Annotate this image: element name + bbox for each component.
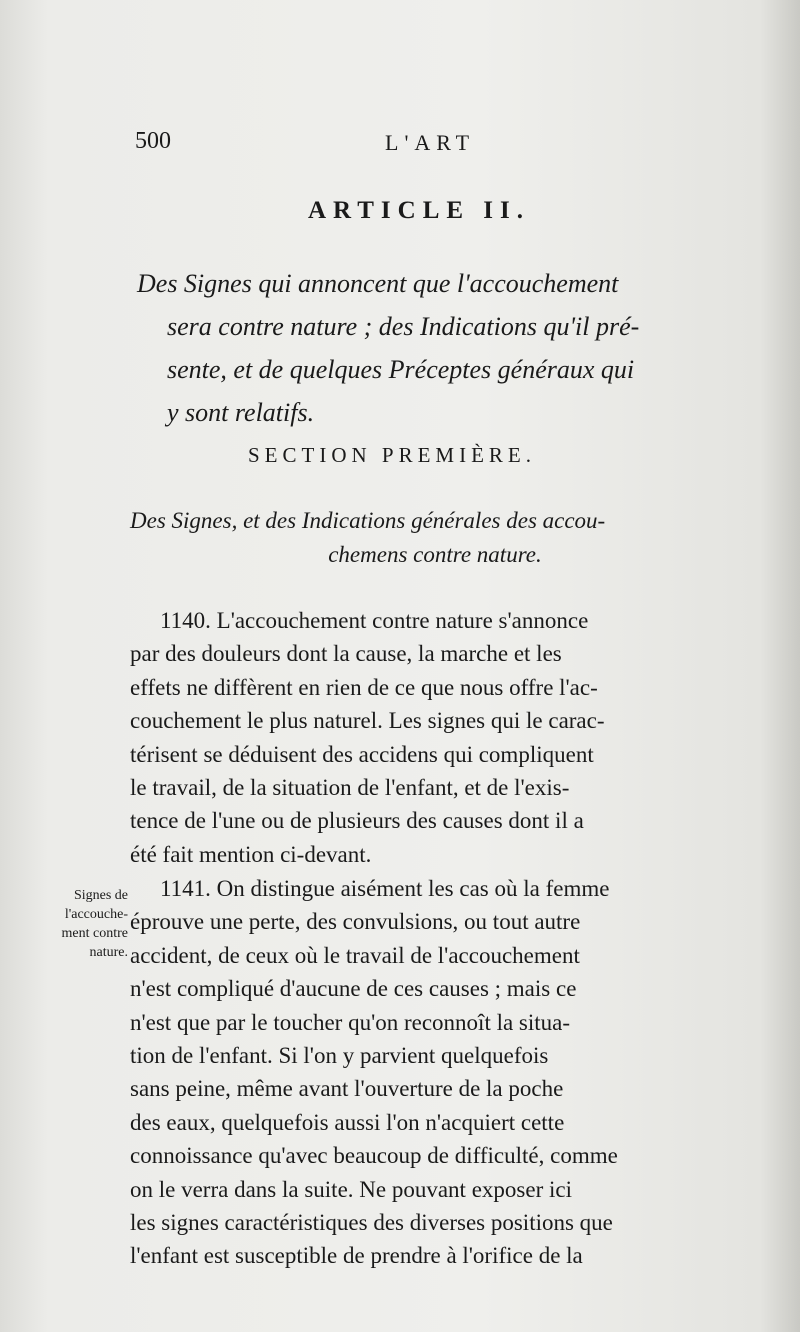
- text-line: térisent se déduisent des accidens qui compliquent: [130, 741, 594, 767]
- margin-note-line: Signes de: [73, 888, 128, 903]
- text-line: tion de l'enfant. Si l'on y parvient quelquefois: [130, 1043, 549, 1069]
- text-line: l'enfant est susceptible de prendre à l'orifice de la: [130, 1243, 583, 1269]
- running-head: L'ART: [385, 130, 476, 155]
- article-subtitle-line: sera contre nature ; des Indications qu'il pré-: [167, 312, 640, 341]
- text-line: tence de l'une ou de plusieurs des causes dont il a: [130, 808, 584, 834]
- section-subtitle: [130, 504, 740, 572]
- article-subtitle-line: y sont relatifs.: [167, 398, 315, 427]
- text-line: couchement le plus naturel. Les signes qui le carac-: [130, 708, 605, 734]
- page-number: 500: [135, 128, 171, 154]
- article-heading: ARTICLE II.: [308, 197, 530, 224]
- text-line: sans peine, même avant l'ouverture de la poche: [130, 1076, 564, 1102]
- text-line: n'est que par le toucher qu'on reconnoît la situa-: [130, 1009, 571, 1035]
- margin-note: [30, 886, 128, 962]
- text-line: connoissance qu'avec beaucoup de difficulté, comme: [130, 1143, 618, 1169]
- text-line: 1140. L'accouchement contre nature s'annonce: [160, 608, 589, 633]
- text-line: on le verra dans la suite. Ne pouvant exposer ici: [130, 1176, 572, 1202]
- margin-note-line: ment contre: [61, 926, 128, 941]
- text-line: des eaux, quelquefois aussi l'on n'acquiert cette: [130, 1109, 565, 1135]
- paragraph-1141: [130, 872, 737, 1273]
- text-line: effets ne diffèrent en rien de ce que nous offre l'ac-: [130, 674, 598, 700]
- margin-note-line: l'accouche-: [64, 907, 128, 922]
- text-line: accident, de ceux où le travail de l'accouchement: [130, 942, 580, 968]
- paragraph-1140: [130, 604, 737, 871]
- text-line: n'est compliqué d'aucune de ces causes ; mais ce: [130, 976, 577, 1002]
- text-line: par des douleurs dont la cause, la marche et les: [130, 641, 562, 667]
- text-line: les signes caractéristiques des diverses positions que: [130, 1210, 613, 1236]
- section-subtitle-line: chemens contre nature.: [328, 542, 542, 567]
- article-subtitle-line: sente, et de quelques Préceptes généraux qui: [167, 355, 635, 384]
- text-line: éprouve une perte, des convulsions, ou tout autre: [130, 909, 581, 935]
- article-subtitle: [137, 262, 737, 434]
- text-line: le travail, de la situation de l'enfant, et de l'exis-: [130, 775, 570, 801]
- section-heading: SECTION PREMIÈRE.: [248, 443, 537, 467]
- text-line: été fait mention ci-devant.: [130, 841, 372, 867]
- text-line: 1141. On distingue aisément les cas où la femme: [160, 876, 610, 901]
- article-subtitle-line: Des Signes qui annoncent que l'accouchement: [137, 269, 619, 298]
- margin-note-line: nature.: [89, 945, 128, 960]
- section-subtitle-line: Des Signes, et des Indications générales des accou-: [130, 508, 606, 533]
